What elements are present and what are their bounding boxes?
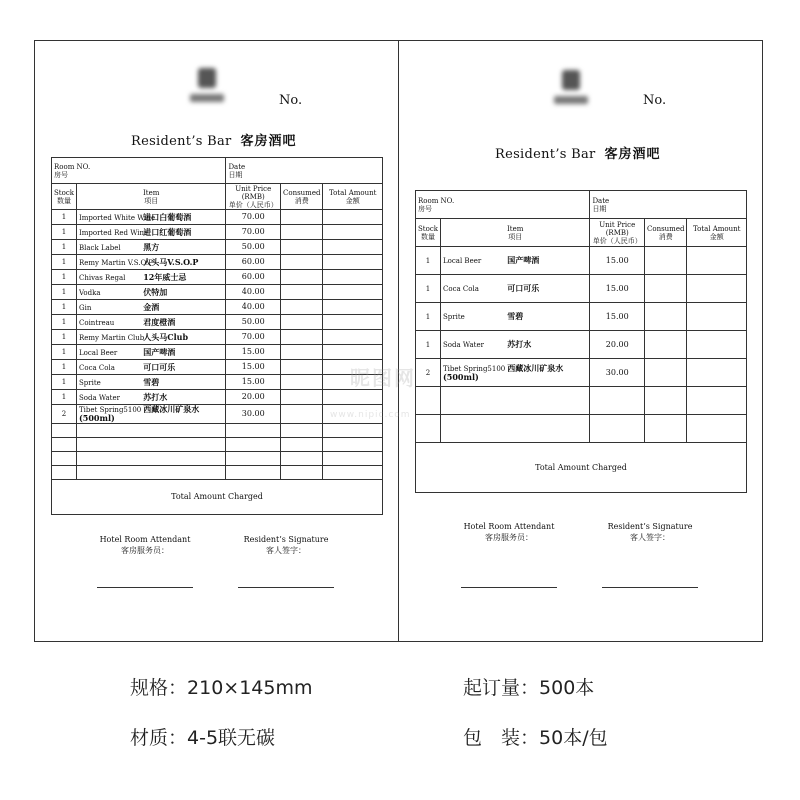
header-stock: Stock 数量 xyxy=(416,219,441,247)
resident-signature-line xyxy=(238,587,334,588)
attendant-signature-line xyxy=(461,587,557,588)
right-bar-table xyxy=(415,190,747,493)
amount-cell xyxy=(323,255,383,270)
unit-price-cell: 30.00 xyxy=(590,359,645,387)
stock-cell: 1 xyxy=(416,275,441,303)
stock-cell: 1 xyxy=(52,345,77,360)
unit-price-cell: 20.00 xyxy=(590,331,645,359)
item-cell: Coca Cola 可口可乐 xyxy=(77,360,226,375)
table-row xyxy=(416,331,747,359)
watermark: 昵图网 xyxy=(350,366,416,390)
stock-cell: 1 xyxy=(416,247,441,275)
unit-price-cell: 60.00 xyxy=(226,270,281,285)
stock-cell: 1 xyxy=(52,240,77,255)
amount-cell xyxy=(323,345,383,360)
stock-cell: 2 xyxy=(52,405,77,424)
amount-cell xyxy=(323,240,383,255)
table-row xyxy=(52,285,383,300)
amount-cell xyxy=(323,285,383,300)
empty-row xyxy=(416,387,747,415)
unit-price-cell: 50.00 xyxy=(226,315,281,330)
table-row xyxy=(52,270,383,285)
spec-min-order: 起订量：500本 xyxy=(463,677,595,699)
header-total-amount: Total Amount 金额 xyxy=(687,219,747,247)
item-cell: Black Label 黑方 xyxy=(77,240,226,255)
item-cell: Imported White Wine 进口白葡萄酒 xyxy=(77,210,226,225)
unit-price-cell: 15.00 xyxy=(590,275,645,303)
consumed-cell xyxy=(645,275,687,303)
unit-price-cell: 60.00 xyxy=(226,255,281,270)
item-cell: Remy Martin Club 人头马Club xyxy=(77,330,226,345)
unit-price-cell: 15.00 xyxy=(226,360,281,375)
unit-price-cell: 15.00 xyxy=(590,247,645,275)
consumed-cell xyxy=(281,285,323,300)
amount-cell xyxy=(323,330,383,345)
consumed-cell xyxy=(281,240,323,255)
table-row xyxy=(416,303,747,331)
amount-cell xyxy=(687,303,747,331)
empty-row xyxy=(52,466,383,480)
total-amount-charged: Total Amount Charged xyxy=(52,480,383,515)
stock-cell: 1 xyxy=(52,285,77,300)
item-cell: Local Beer 国产啤酒 xyxy=(77,345,226,360)
form-number-label: No. xyxy=(279,93,303,108)
item-cell: Tibet Spring5100 西藏冰川矿泉水(500ml) xyxy=(441,359,590,387)
attendant-signature-line xyxy=(97,587,193,588)
amount-cell xyxy=(687,275,747,303)
consumed-cell xyxy=(645,247,687,275)
resident-signature-label: Resident’s Signature 客人签字： xyxy=(607,522,693,542)
attendant-signature-label: Hotel Room Attendant 客房服务员： xyxy=(99,535,191,555)
item-cell: Cointreau 君度橙酒 xyxy=(77,315,226,330)
room-no-cell: Room NO. 房号 xyxy=(416,191,590,219)
spec-packaging: 包 装：50本/包 xyxy=(463,727,608,749)
stock-cell: 1 xyxy=(52,375,77,390)
attendant-signature-label: Hotel Room Attendant 客房服务员： xyxy=(463,522,555,542)
consumed-cell xyxy=(281,300,323,315)
empty-row xyxy=(52,438,383,452)
date-cell: Date 日期 xyxy=(226,158,383,184)
unit-price-cell: 40.00 xyxy=(226,300,281,315)
hotel-logo-icon xyxy=(190,68,224,108)
table-row xyxy=(52,330,383,345)
form-title: Resident’s Bar 客房酒吧 xyxy=(495,147,661,162)
stock-cell: 1 xyxy=(52,210,77,225)
consumed-cell xyxy=(281,255,323,270)
total-amount-charged: Total Amount Charged xyxy=(416,443,747,493)
amount-cell xyxy=(323,300,383,315)
consumed-cell xyxy=(281,345,323,360)
item-cell: Soda Water 苏打水 xyxy=(441,331,590,359)
unit-price-cell: 20.00 xyxy=(226,390,281,405)
header-item: Item 项目 xyxy=(77,184,226,210)
consumed-cell xyxy=(281,210,323,225)
table-row xyxy=(52,345,383,360)
amount-cell xyxy=(323,315,383,330)
header-unit-price: Unit Price (RMB) 单价（人民币） xyxy=(590,219,645,247)
amount-cell xyxy=(323,270,383,285)
amount-cell xyxy=(687,331,747,359)
unit-price-cell: 15.00 xyxy=(226,345,281,360)
left-form-sheet xyxy=(35,40,398,642)
form-title: Resident’s Bar 客房酒吧 xyxy=(131,134,297,149)
stock-cell: 1 xyxy=(52,360,77,375)
table-row xyxy=(52,390,383,405)
table-row xyxy=(52,225,383,240)
consumed-cell xyxy=(281,270,323,285)
unit-price-cell: 50.00 xyxy=(226,240,281,255)
unit-price-cell: 40.00 xyxy=(226,285,281,300)
item-cell: Sprite 雪碧 xyxy=(77,375,226,390)
item-cell: Chivas Regal 12年威士忌 xyxy=(77,270,226,285)
table-row xyxy=(416,275,747,303)
watermark-url: www.nipic.com xyxy=(330,410,411,420)
resident-signature-label: Resident’s Signature 客人签字： xyxy=(243,535,329,555)
empty-row xyxy=(416,415,747,443)
consumed-cell xyxy=(281,360,323,375)
unit-price-cell: 70.00 xyxy=(226,225,281,240)
amount-cell xyxy=(323,210,383,225)
amount-cell xyxy=(687,247,747,275)
unit-price-cell: 15.00 xyxy=(590,303,645,331)
item-cell: Gin 金酒 xyxy=(77,300,226,315)
stock-cell: 1 xyxy=(416,303,441,331)
table-row xyxy=(416,247,747,275)
header-stock: Stock 数量 xyxy=(52,184,77,210)
table-row xyxy=(52,360,383,375)
table-row xyxy=(416,359,747,387)
consumed-cell xyxy=(281,390,323,405)
unit-price-cell: 30.00 xyxy=(226,405,281,424)
right-form-sheet xyxy=(399,40,762,642)
item-cell: Coca Cola 可口可乐 xyxy=(441,275,590,303)
resident-signature-line xyxy=(602,587,698,588)
stock-cell: 1 xyxy=(52,225,77,240)
consumed-cell xyxy=(281,315,323,330)
header-total-amount: Total Amount 金额 xyxy=(323,184,383,210)
table-row xyxy=(52,240,383,255)
stock-cell: 1 xyxy=(416,331,441,359)
header-consumed: Consumed 消费 xyxy=(645,219,687,247)
hotel-logo-icon xyxy=(554,70,588,110)
stock-cell: 1 xyxy=(52,255,77,270)
room-no-cell: Room NO. 房号 xyxy=(52,158,226,184)
table-row xyxy=(52,255,383,270)
stock-cell: 1 xyxy=(52,315,77,330)
left-bar-table xyxy=(51,157,383,515)
unit-price-cell: 70.00 xyxy=(226,210,281,225)
stock-cell: 1 xyxy=(52,300,77,315)
consumed-cell xyxy=(281,405,323,424)
item-cell: Tibet Spring5100 西藏冰川矿泉水(500ml) xyxy=(77,405,226,424)
stock-cell: 1 xyxy=(52,390,77,405)
table-row xyxy=(52,315,383,330)
table-row xyxy=(52,300,383,315)
spec-material: 材质：4-5联无碳 xyxy=(130,727,276,749)
item-cell: Soda Water 苏打水 xyxy=(77,390,226,405)
item-cell: Local Beer 国产啤酒 xyxy=(441,247,590,275)
table-row xyxy=(52,375,383,390)
item-cell: Sprite 雪碧 xyxy=(441,303,590,331)
empty-row xyxy=(52,452,383,466)
stock-cell: 1 xyxy=(52,270,77,285)
amount-cell xyxy=(323,225,383,240)
header-item: Item 项目 xyxy=(441,219,590,247)
stock-cell: 1 xyxy=(52,330,77,345)
date-cell: Date 日期 xyxy=(590,191,747,219)
empty-row xyxy=(52,424,383,438)
table-row xyxy=(52,210,383,225)
stock-cell: 2 xyxy=(416,359,441,387)
amount-cell xyxy=(323,390,383,405)
consumed-cell xyxy=(645,303,687,331)
consumed-cell xyxy=(645,331,687,359)
unit-price-cell: 70.00 xyxy=(226,330,281,345)
item-cell: Remy Martin V.S.O.P 人头马V.S.O.P xyxy=(77,255,226,270)
header-unit-price: Unit Price (RMB) 单价（人民币） xyxy=(226,184,281,210)
consumed-cell xyxy=(645,359,687,387)
form-number-label: No. xyxy=(643,93,667,108)
consumed-cell xyxy=(281,375,323,390)
header-consumed: Consumed 消费 xyxy=(281,184,323,210)
consumed-cell xyxy=(281,225,323,240)
item-cell: Imported Red Wine 进口红葡萄酒 xyxy=(77,225,226,240)
item-cell: Vodka 伏特加 xyxy=(77,285,226,300)
consumed-cell xyxy=(281,330,323,345)
spec-size: 规格：210×145mm xyxy=(130,677,313,699)
amount-cell xyxy=(687,359,747,387)
unit-price-cell: 15.00 xyxy=(226,375,281,390)
